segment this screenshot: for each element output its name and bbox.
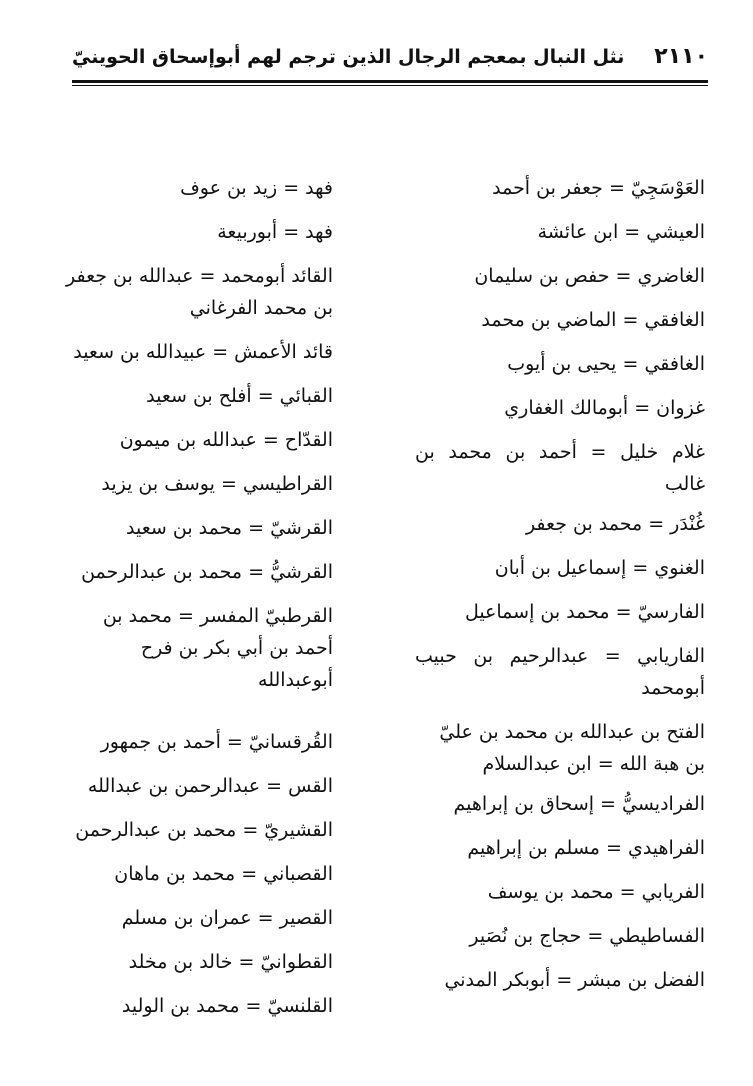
entry: القصير = عمران بن مسلم: [121, 907, 333, 929]
left-column: [63, 172, 333, 1034]
entry: القصباني = محمد بن ماهان: [114, 863, 333, 885]
page-header: [72, 44, 708, 80]
entry: الفساطيطي = حجاج بن نُصَير: [469, 925, 705, 947]
entry: القلنسيّ = محمد بن الوليد: [121, 995, 333, 1017]
header-rule-thin: [72, 85, 708, 86]
entry: القائد أبومحمد = عبدالله بن جعفر بن محمد الفرغاني: [66, 265, 333, 319]
entry: الغنوي = إسماعيل بن أبان: [494, 557, 705, 579]
entry: غلام خليل = أحمد بن محمد بن غالب: [415, 441, 705, 495]
entry: القبائي = أفلح بن سعيد: [146, 385, 333, 407]
page-number: ٢١١٠: [654, 44, 708, 69]
entry: الغاضري = حفص بن سليمان: [474, 265, 705, 287]
entry: القدّاح = عبدالله بن ميمون: [119, 429, 333, 451]
entry: فهد = أبوربيعة: [217, 221, 333, 243]
right-column: [415, 172, 705, 1008]
entry: الفارسيّ = محمد بن إسماعيل: [464, 601, 705, 623]
entry: الغافقي = يحيى بن أيوب: [507, 353, 705, 375]
entry: الفتح بن عبدالله بن محمد بن عليّ بن هبة الله = ابن عبدالسلام: [439, 721, 705, 775]
entry: العَوْسَجِيّ = جعفر بن أحمد: [492, 177, 705, 199]
entry: الفراهيدي = مسلم بن إبراهيم: [467, 837, 705, 859]
entry: العيشي = ابن عائشة: [537, 221, 705, 243]
entry: الغافقي = الماضي بن محمد: [481, 309, 705, 331]
entry: فهد = زيد بن عوف: [180, 177, 333, 199]
header-rule-thick: [72, 80, 708, 83]
entry: غزوان = أبومالك الغفاري: [504, 397, 705, 419]
entry: الفراديسيُّ = إسحاق بن إبراهيم: [453, 793, 705, 815]
entry: القرشيُّ = محمد بن عبدالرحمن: [81, 561, 333, 583]
entry: القرشيّ = محمد بن سعيد: [126, 517, 333, 539]
entry: القُرقسانيّ = أحمد بن جمهور: [100, 731, 333, 753]
entry: القرطبيّ المفسر = محمد بن أحمد بن أبي بكر بن فرح أبوعبدالله: [102, 605, 333, 691]
entry: القشيريّ = محمد بن عبدالرحمن: [75, 819, 333, 841]
entry: قائد الأعمش = عبيدالله بن سعيد: [73, 341, 333, 363]
running-title: نثل النبال بمعجم الرجال الذين ترجم لهم أبوإسحاق الحوينيّ: [72, 46, 625, 68]
entry: غُنْدَر = محمد بن جعفر: [525, 513, 705, 535]
entry: القس = عبدالرحمن بن عبدالله: [87, 775, 333, 797]
entry: الفريابي = محمد بن يوسف: [487, 881, 705, 903]
entry: القطوانيّ = خالد بن مخلد: [128, 951, 333, 973]
entry: القراطيسي = يوسف بن يزيد: [101, 473, 333, 495]
entry: الفضل بن مبشر = أبوبكر المدني: [444, 969, 705, 991]
entry: الفاريابي = عبدالرحيم بن حبيب أبومحمد: [415, 645, 705, 699]
